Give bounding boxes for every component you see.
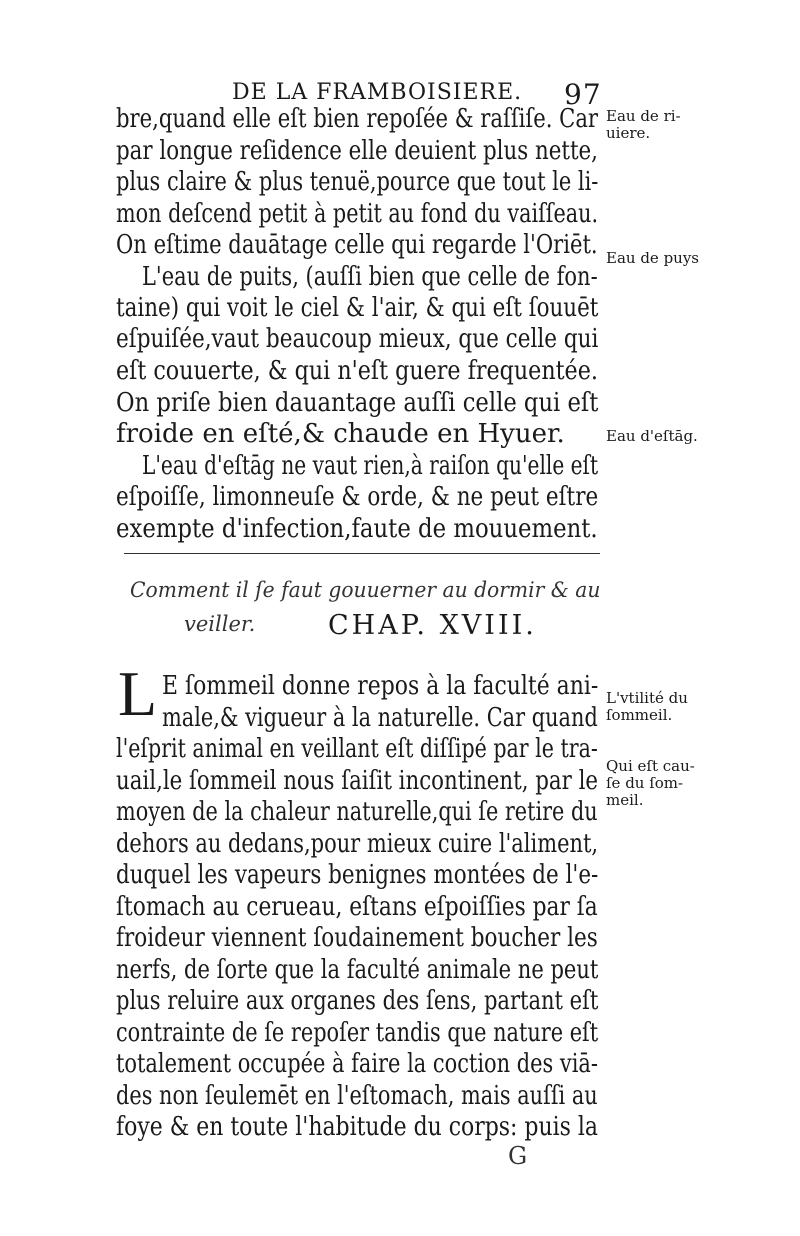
section-divider — [124, 553, 600, 554]
chapter-label: CHAP. XVIII. — [328, 610, 537, 641]
text-line: froide en eſté,& chaude en Hyuer. — [116, 419, 565, 449]
text-line: bre,quand elle eſt bien repoſée & raſſiſe. Car — [116, 104, 599, 134]
text-line: exempte d'infection,faute de mouuement. — [116, 514, 598, 544]
chapter-title-line1: Comment il ſe faut gouuerner au dormir & au — [130, 578, 601, 602]
text-line: plus reluire aux organes des ſens, partant eſt — [116, 986, 599, 1016]
text-line: moyen de la chaleur naturelle,qui ſe retire du — [116, 797, 598, 827]
text-line: mon deſcend petit à petit au fond du vaiſſeau. — [116, 199, 599, 229]
text-line: dehors au dedans,pour mieux cuire l'aliment, — [116, 829, 599, 859]
text-line: taine) qui voit le ciel & l'air, & qui eſt ſouuēt — [116, 293, 599, 323]
chapter-title-line2: veiller. — [184, 612, 256, 636]
margin-note-river: Eau de ri- uiere. — [606, 107, 681, 142]
text-line: eſt couuerte, & qui n'eſt guere frequentée. — [116, 356, 598, 386]
drop-cap: L — [118, 658, 158, 729]
text-line: E ſommeil donne repos à la faculté ani- — [162, 671, 599, 701]
text-line: uail,le ſommeil nous ſaiſit incontinent, par le — [116, 766, 598, 796]
margin-note-pond: Eau d'eſtāg. — [606, 427, 698, 445]
text-line: nerfs, de ſorte que la faculté animale ne peut — [116, 955, 599, 985]
text-line: des non ſeulemēt en l'eſtomach, mais auſſi au — [116, 1081, 598, 1111]
signature-mark: G — [508, 1142, 528, 1170]
text-line: On eſtime dauātage celle qui regarde l'Oriēt. — [116, 230, 598, 260]
text-line: totalement occupée à faire la coction des viā- — [116, 1049, 598, 1079]
text-line: eſpuiſée,vaut beaucoup mieux, que celle qui — [116, 324, 599, 354]
text-line: L'eau d'eſtāg ne vaut rien,à raiſon qu'elle eſt — [142, 451, 599, 481]
text-line: froideur viennent ſoudainement boucher les — [116, 923, 598, 953]
text-line: On priſe bien dauantage auſſi celle qui eſt — [116, 388, 599, 418]
text-line: l'eſprit animal en veillant eſt diſſipé par le tra- — [116, 734, 598, 764]
text-line: duquel les vapeurs benignes montées de l'e- — [116, 860, 599, 890]
text-line: ſtomach au cerueau, eſtans eſpoiſſies par ſa — [116, 892, 598, 922]
text-line: par longue reſidence elle deuient plus nette, — [116, 136, 598, 166]
text-line: male,& vigueur à la naturelle. Car quand — [162, 703, 598, 733]
running-head: DE LA FRAMBOISIERE. — [232, 80, 523, 105]
text-line: eſpoiſſe, limonneuſe & orde, & ne peut eſtre — [116, 482, 599, 512]
text-line: plus claire & plus tenuë,pource que tout le li- — [116, 167, 599, 197]
margin-note-well: Eau de puys — [606, 249, 700, 267]
text-line: foye & en toute l'habitude du corps: puis la — [116, 1112, 598, 1142]
margin-note-sleep-utility: L'vtilité du ſommeil. — [606, 689, 688, 724]
text-line: L'eau de puits, (auſſi bien que celle de fon- — [142, 262, 598, 292]
margin-note-sleep-cause: Qui eſt cau- ſe du ſom- meil. — [606, 757, 695, 809]
text-line: contrainte de ſe repoſer tandis que nature eſt — [116, 1018, 599, 1048]
page-number: 97 — [564, 78, 602, 111]
